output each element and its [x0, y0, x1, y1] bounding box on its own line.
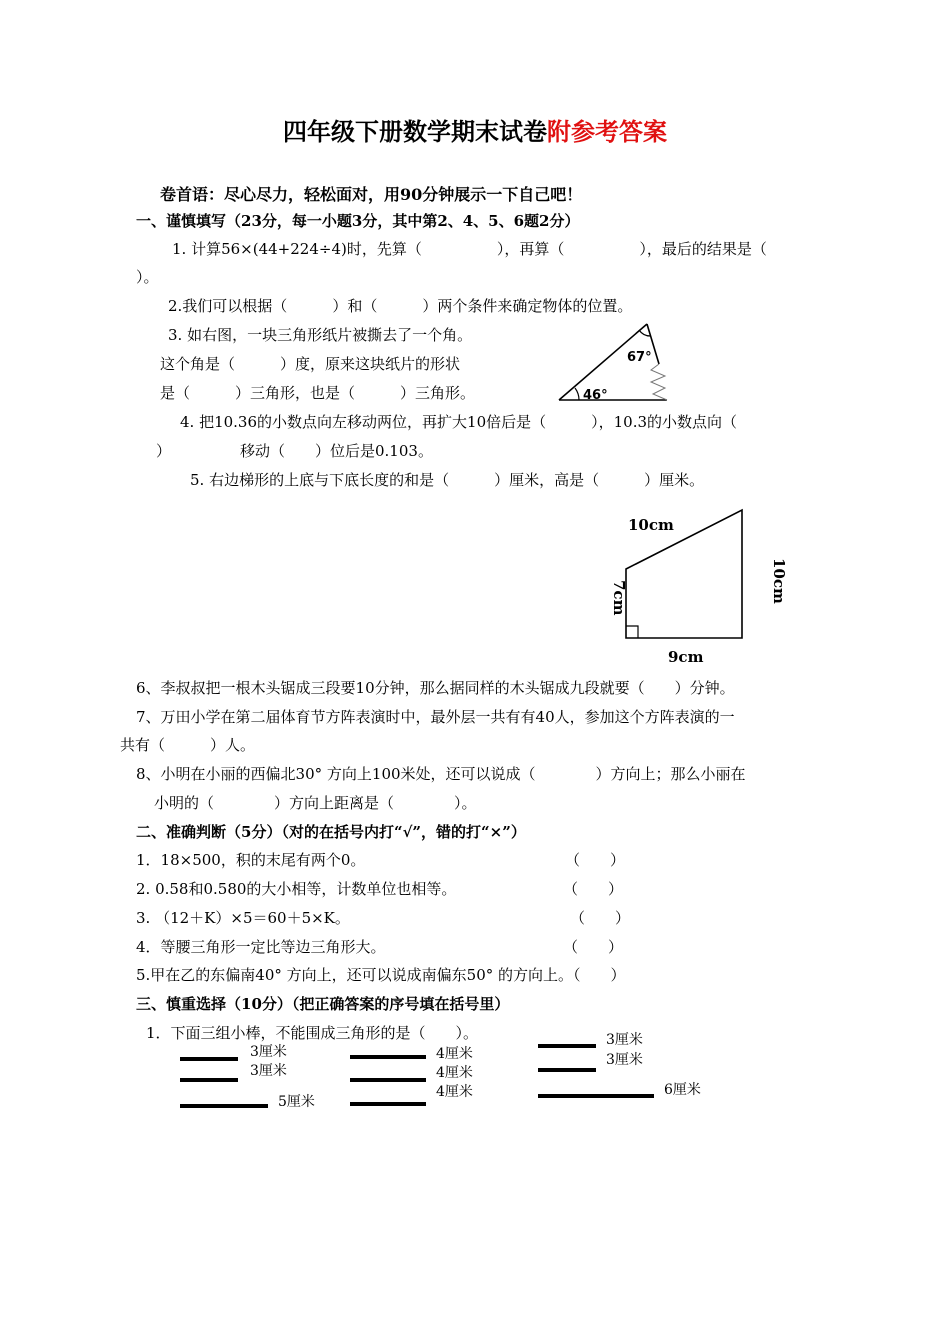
q1-line1: 1. 计算56×(44+224÷4)时，先算（ ），再算（ ），最后的结果是（	[172, 240, 767, 258]
stick-g3-c	[538, 1094, 654, 1098]
stick-g3-b-label: 3厘米	[606, 1052, 643, 1068]
section3-heading: 三、慎重选择（10分）（把正确答案的序号填在括号里）	[136, 995, 510, 1013]
stick-g2-a-label: 4厘米	[436, 1046, 473, 1062]
q4-line1: 4. 把10.36的小数点向左移动两位，再扩大10倍后是（ ），10.3的小数点向（	[180, 413, 738, 431]
angle-46-label: 46°	[583, 388, 608, 403]
judge-item-3: 3. （12＋K）×5＝60＋5×K。	[136, 909, 350, 927]
preface: 卷首语：尽心尽力，轻松面对，用90分钟展示一下自己吧！	[160, 185, 583, 204]
q5: 5. 右边梯形的上底与下底长度的和是（ ）厘米，高是（ ）厘米。	[190, 471, 705, 489]
judge-bracket-2: （ ）	[563, 880, 624, 898]
judge-item-1: 1．18×500，积的末尾有两个0。	[136, 851, 366, 869]
q8-line2: 小明的（ ）方向上距离是（ ）。	[154, 794, 477, 812]
q1-line2: ）。	[136, 268, 159, 286]
stick-g3-a-label: 3厘米	[606, 1032, 643, 1048]
judge-item-4: 4．等腰三角形一定比等边三角形大。	[136, 938, 386, 956]
stick-g2-b	[350, 1078, 426, 1082]
title-main: 四年级下册数学期末试卷	[283, 117, 547, 146]
stick-g1-b	[180, 1078, 238, 1082]
stick-g2-c-label: 4厘米	[436, 1084, 473, 1100]
stick-g1-a-label: 3厘米	[250, 1044, 287, 1060]
judge-bracket-3: （ ）	[570, 909, 631, 927]
q4-line2a: ）	[156, 442, 172, 460]
stick-g3-b	[538, 1068, 596, 1072]
stick-g1-a	[180, 1057, 238, 1061]
stick-g1-c-label: 5厘米	[278, 1094, 315, 1110]
torn-triangle-figure	[555, 318, 675, 406]
stick-g3-c-label: 6厘米	[664, 1082, 701, 1098]
trapezoid-bottom-label: 9cm	[668, 648, 704, 666]
q6: 6、李叔叔把一根木头锯成三段要10分钟，那么据同样的木头锯成九段就要（ ）分钟。	[136, 679, 735, 697]
choice-q1: 1．下面三组小棒，不能围成三角形的是（ ）。	[146, 1024, 479, 1042]
angle-67-label: 67°	[627, 350, 652, 365]
q4-line2b: 移动（ ）位后是0.103。	[240, 442, 433, 460]
trapezoid-top-label: 10cm	[628, 516, 674, 534]
judge-bracket-1: （ ）	[565, 851, 626, 869]
q3-line2: 这个角是（ ）度，原来这块纸片的形状	[160, 355, 461, 373]
stick-g1-c	[180, 1104, 268, 1108]
stick-g2-c	[350, 1102, 426, 1106]
stick-g1-b-label: 3厘米	[250, 1063, 287, 1079]
q7-line1: 7、万田小学在第二届体育节方阵表演时中，最外层一共有有40人，参加这个方阵表演的一	[136, 708, 735, 726]
q3-line3: 是（ ）三角形，也是（ ）三角形。	[160, 384, 476, 402]
stick-g2-a	[350, 1055, 426, 1059]
trapezoid-figure	[600, 500, 800, 670]
q2: 2.我们可以根据（ ）和（ ）两个条件来确定物体的位置。	[168, 297, 633, 315]
judge-item-5: 5.甲在乙的东偏南40° 方向上，还可以说成南偏东50° 的方向上。（ ）	[136, 966, 626, 984]
title-suffix: 附参考答案	[547, 117, 667, 146]
stick-g2-b-label: 4厘米	[436, 1065, 473, 1081]
q7-line2: 共有（ ）人。	[120, 736, 256, 754]
trapezoid-left-label: 7cm	[610, 580, 628, 616]
page-title	[0, 112, 950, 147]
judge-bracket-4: （ ）	[563, 938, 624, 956]
q8-line1: 8、小明在小丽的西偏北30° 方向上100米处，还可以说成（ ）方向上；那么小丽在	[136, 765, 746, 783]
trapezoid-right-label: 10cm	[770, 558, 788, 604]
judge-item-2: 2. 0.58和0.580的大小相等，计数单位也相等。	[136, 880, 457, 898]
stick-g3-a	[538, 1044, 596, 1048]
q3-line1: 3. 如右图，一块三角形纸片被撕去了一个角。	[168, 326, 473, 344]
section1-heading: 一、谨慎填写（23分，每一小题3分，其中第2、4、5、6题2分）	[136, 212, 580, 230]
section2-heading: 二、准确判断（5分）（对的在括号内打“√”，错的打“×”）	[136, 823, 526, 841]
